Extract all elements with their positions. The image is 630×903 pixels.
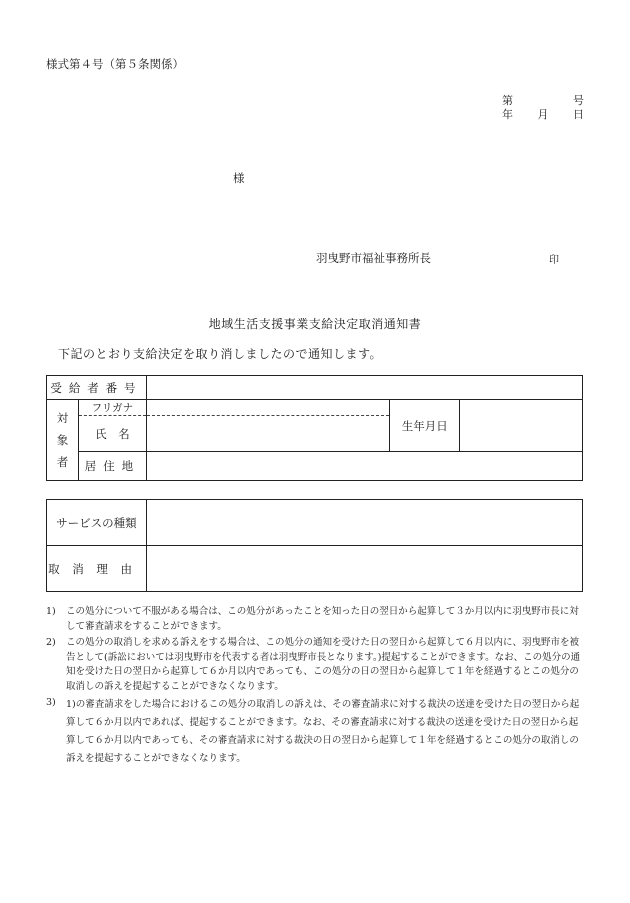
furigana-label: フリガナ [78, 400, 146, 416]
number-prefix: 第 [502, 94, 513, 107]
birthdate-field[interactable] [460, 400, 583, 452]
recipient-number-field[interactable] [146, 376, 582, 400]
name-field[interactable] [146, 416, 390, 452]
furigana-field[interactable] [146, 400, 390, 416]
subject-label: 対 象 者 [47, 400, 79, 481]
date-year: 年 [502, 108, 513, 121]
note-item [46, 696, 586, 768]
service-type-label: サービスの種類 [47, 500, 147, 546]
seal-mark: 印 [549, 255, 559, 266]
cancellation-reason-field[interactable] [146, 546, 582, 592]
service-type-field[interactable] [146, 500, 582, 546]
date-month: 月 [537, 108, 549, 121]
intro-text: 下記のとおり支給決定を取り消しましたので通知します。 [58, 347, 383, 361]
note-number: 1) [46, 606, 56, 617]
recipient-table [46, 375, 583, 481]
notes-section [46, 605, 586, 770]
note-number: 2) [46, 637, 56, 648]
address-field[interactable] [146, 452, 582, 481]
service-table [46, 499, 583, 592]
addressee-honorific: 様 [233, 171, 245, 185]
note-item [46, 605, 586, 634]
birthdate-label: 生年月日 [390, 400, 460, 452]
recipient-number-label: 受給者番号 [47, 376, 147, 400]
note-text: この処分について不服がある場合は、この処分があったことを知った日の翌日から起算して３か月以内に羽曳野市長に対して審査請求をすることができます。 [66, 606, 579, 632]
cancellation-reason-label: 取消理由 [47, 546, 147, 592]
note-text: この処分の取消しを求める訴えをする場合は、この処分の通知を受けた日の翌日から起算して６月以内に、羽曳野市を被告として(訴訟においては羽曳野市を代表する者は羽曳野市長となります。)提起することができます。なお、この処分の通知を受けた日の翌日から起算して６か月以内であっても、この処分の日の翌日から起算して１年を経過するとこの処分の取消しの訴えを提起することができなくなります。 [66, 637, 581, 692]
document-date-line [502, 106, 584, 122]
note-item [46, 636, 586, 694]
number-suffix: 号 [573, 94, 584, 107]
form-number-label: 様式第４号（第５条関係） [46, 57, 184, 71]
note-number: 3) [46, 697, 56, 708]
issuer-title: 羽曳野市福祉事務所長 [316, 251, 431, 265]
date-day: 日 [573, 108, 584, 121]
document-title: 地域生活支援事業支給決定取消通知書 [208, 317, 422, 331]
name-label: 氏 名 [78, 416, 146, 452]
note-text: 1)の審査請求をした場合におけるこの処分の取消しの訴えは、その審査請求に対する裁決の送達を受けた日の翌日から起算して６か月以内であれば、提起することができます。なお、その審査請求に対する裁決の送達を受けた日の翌日から起算して６か月以内であっても、その審査請求に対する裁決の日の翌日から起算して１年を経過するとこの処分の取消しの訴えを提起することができなくなります。 [66, 699, 580, 764]
address-label: 居住地 [78, 452, 146, 481]
